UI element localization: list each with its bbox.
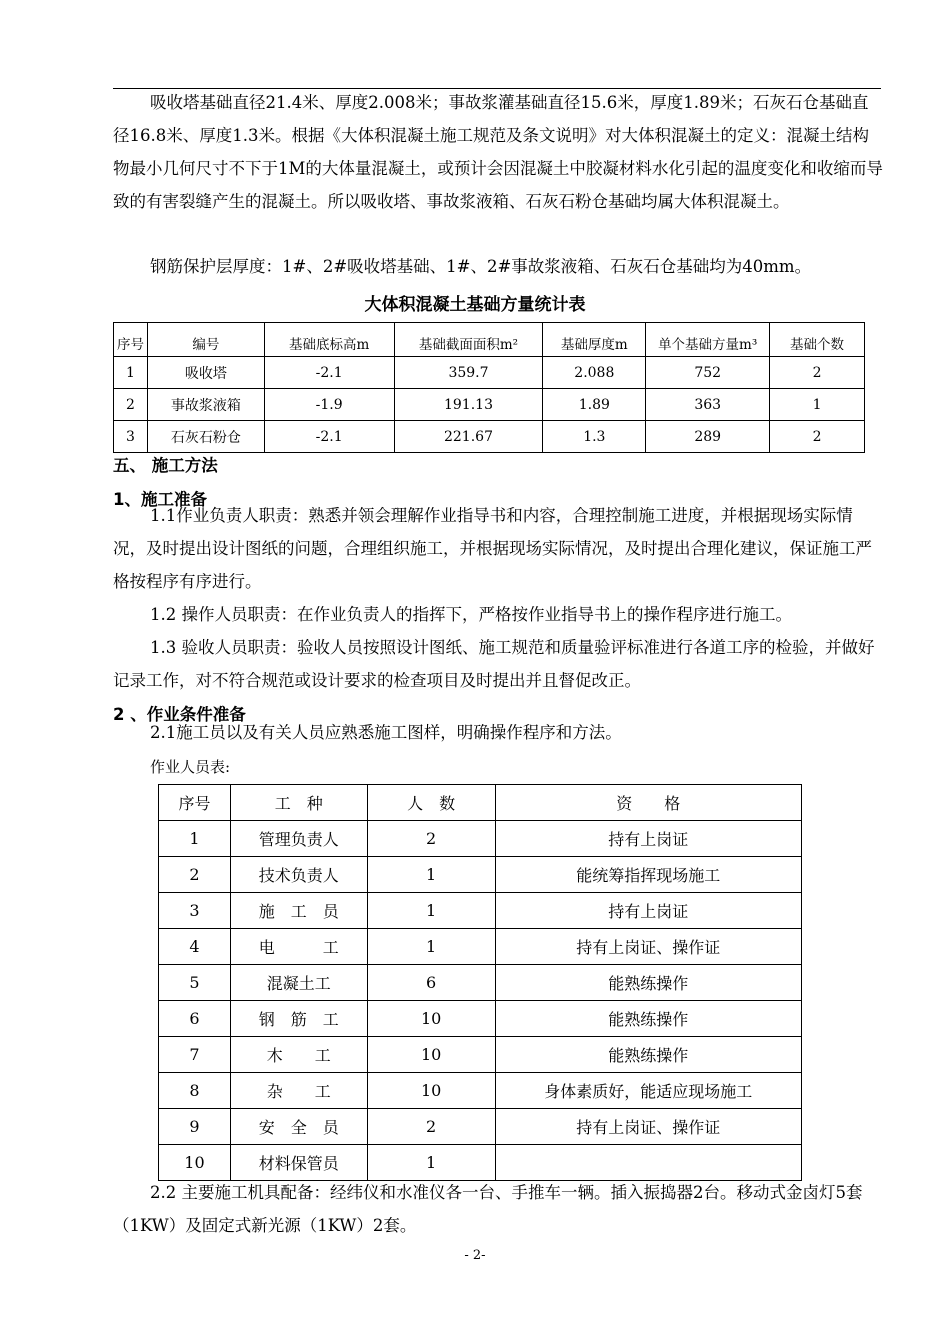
table-cell: 221.67 [394,421,543,453]
col-header: 人 数 [367,785,495,821]
table-cell: 1 [114,357,148,389]
table-cell: 能熟练操作 [495,1037,801,1073]
paragraph-1-1 [113,499,883,598]
table-cell: 3 [159,893,231,929]
paragraph-text: 2.2 主要施工机具配备：经纬仪和水准仪各一台、手推车一辆。插入振捣器2台。移动式金卤灯5套（1KW）及固定式新光源（1KW）2套。 [113,1183,863,1235]
table-cell: 10 [367,1073,495,1109]
table-cell: 10 [159,1145,231,1181]
paragraph-text: 1.3 验收人员职责：验收人员按照设计图纸、施工规范和质量验评标准进行各道工序的检验，并做好记录工作，对不符合规范或设计要求的检查项目及时提出并且督促改正。 [113,638,875,690]
table-cell: -2.1 [264,421,394,453]
table-row [159,1001,802,1037]
table-cell: -1.9 [264,389,394,421]
table-cell: 管理负责人 [230,821,367,857]
table-cell: 363 [646,389,770,421]
paragraph-1-3 [113,631,883,697]
paragraph-1-2 [113,598,883,631]
col-header: 单个基础方量m³ [646,323,770,357]
table-cell: 施 工 员 [230,893,367,929]
col-header: 基础截面面积m² [394,323,543,357]
table-cell: 10 [367,1037,495,1073]
table-cell: 2.088 [543,357,646,389]
paragraph-text: 1.1作业负责人职责：熟悉并领会理解作业指导书和内容，合理控制施工进度，并根据现场实际情况，及时提出设计图纸的问题，合理组织施工，并根据现场实际情况，及时提出合理化建议，保证施工严格按程序有序进行。 [113,506,872,591]
table-row [114,357,865,389]
col-header: 序号 [114,323,148,357]
paragraph-text: 2.1施工员以及有关人员应熟悉施工图样，明确操作程序和方法。 [150,723,622,742]
table-cell: 4 [159,929,231,965]
table-header-row [114,323,865,357]
table-cell: 10 [367,1001,495,1037]
table-cell: -2.1 [264,357,394,389]
table-row [114,421,865,453]
table-cell: 359.7 [394,357,543,389]
table-cell: 1 [770,389,865,421]
table-cell: 能熟练操作 [495,965,801,1001]
table-cell: 1.89 [543,389,646,421]
table-cell: 混凝土工 [230,965,367,1001]
table-cell: 5 [159,965,231,1001]
table-row [159,857,802,893]
table-cell: 1 [367,929,495,965]
table-cell: 吸收塔 [147,357,264,389]
staff-table-label: 作业人员表: [150,758,231,776]
table-row [159,1073,802,1109]
table-cell: 能统筹指挥现场施工 [495,857,801,893]
col-header: 基础底标高m [264,323,394,357]
table-row [159,1037,802,1073]
table-cell: 能熟练操作 [495,1001,801,1037]
table-header-row [159,785,802,821]
subsection-heading-2: 2 、作业条件准备 [113,705,246,724]
table-row [159,1109,802,1145]
table-cell: 2 [159,857,231,893]
table-cell: 1 [367,857,495,893]
intro-text-2: 钢筋保护层厚度：1#、2#吸收塔基础、1#、2#事故浆液箱、石灰石仓基础均为40mm。 [150,257,812,276]
table-row [159,929,802,965]
table-row [114,389,865,421]
table-cell: 2 [114,389,148,421]
table-cell: 2 [770,421,865,453]
col-header: 资 格 [495,785,801,821]
table-row [159,965,802,1001]
table-cell: 材料保管员 [230,1145,367,1181]
staff-table [158,784,802,1181]
col-header: 编号 [147,323,264,357]
table-cell: 2 [367,1109,495,1145]
paragraph-text: 1.2 操作人员职责：在作业负责人的指挥下，严格按作业指导书上的操作程序进行施工。 [150,605,792,624]
table-cell: 持有上岗证、操作证 [495,1109,801,1145]
table-cell: 2 [367,821,495,857]
table-cell: 持有上岗证 [495,821,801,857]
table-cell: 事故浆液箱 [147,389,264,421]
table-cell: 752 [646,357,770,389]
table-cell: 安 全 员 [230,1109,367,1145]
paragraph-2-2 [113,1176,883,1242]
col-header: 序号 [159,785,231,821]
table-cell: 3 [114,421,148,453]
table-cell: 8 [159,1073,231,1109]
table-cell: 9 [159,1109,231,1145]
table-cell: 电 工 [230,929,367,965]
table-cell: 1 [159,821,231,857]
section-heading-5: 五、 施工方法 [113,456,218,475]
table-row [159,893,802,929]
table-cell: 木 工 [230,1037,367,1073]
page-number: - 2- [464,1248,486,1263]
subsection-heading-1: 1、施工准备 [113,490,207,509]
table-cell: 1 [367,893,495,929]
col-header: 基础厚度m [543,323,646,357]
table-cell: 杂 工 [230,1073,367,1109]
table-cell: 持有上岗证 [495,893,801,929]
intro-text-1: 吸收塔基础直径21.4米、厚度2.008米；事故浆灌基础直径15.6米，厚度1.89米；石灰石仓基础直径16.8米、厚度1.3米。根据《大体积混凝土施工规范及条文说明》对大体积混凝土的定义：混凝土结构物最小几何尺寸不下于1M的大体量混凝土，或预计会因混凝土中胶凝材料水化引起的温度变化和收缩而导致的有害裂缝产生的混凝土。所以吸收塔、事故浆液箱、石灰石粉仓基础均属大体积混凝土。 [113,93,883,211]
table-cell: 7 [159,1037,231,1073]
intro-paragraph-1 [113,86,883,218]
table-row [159,821,802,857]
table-cell: 持有上岗证、操作证 [495,929,801,965]
intro-paragraph-2 [113,250,883,283]
table-cell: 技术负责人 [230,857,367,893]
table-cell: 289 [646,421,770,453]
table-cell: 石灰石粉仓 [147,421,264,453]
col-header: 基础个数 [770,323,865,357]
table-cell: 身体素质好，能适应现场施工 [495,1073,801,1109]
col-header: 工 种 [230,785,367,821]
table-cell: 钢 筋 工 [230,1001,367,1037]
table-cell: 6 [159,1001,231,1037]
table1-title: 大体积混凝土基础方量统计表 [364,295,586,315]
table-cell: 1 [367,1145,495,1181]
volume-table [113,322,865,453]
table-cell: 1.3 [543,421,646,453]
table-cell: 2 [770,357,865,389]
paragraph-2-1 [113,716,883,749]
table-cell: 191.13 [394,389,543,421]
table-cell: 6 [367,965,495,1001]
